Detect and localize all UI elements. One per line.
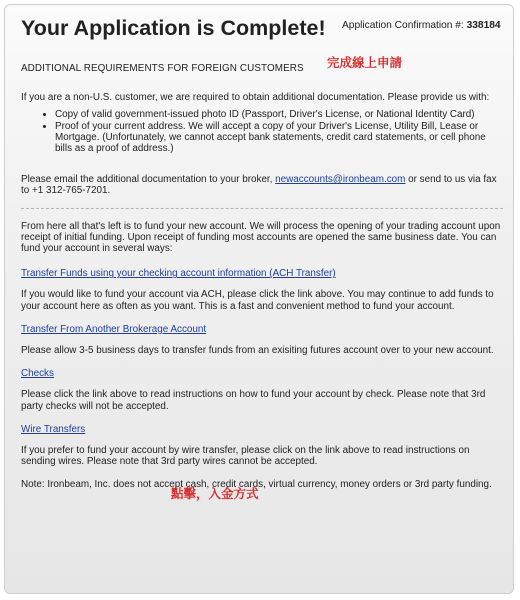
foreign-requirements-heading: ADDITIONAL REQUIREMENTS FOR FOREIGN CUSTOMERS — [21, 63, 304, 74]
list-item: • Copy of valid government-issued photo ID (Passport, Driver's License, or National Identity Card) — [55, 109, 503, 120]
brokerage-transfer-link[interactable]: Transfer From Another Brokerage Account — [21, 323, 207, 335]
confirmation-number — [342, 20, 501, 31]
page-title: Your Application is Complete! — [21, 16, 326, 40]
wire-description: If you prefer to fund your account by wire transfer, please click on the link above to read instructions on sending wires. Please note that 3rd party wires cannot be accepted. — [21, 445, 470, 468]
funding-note: Note: Ironbeam, Inc. does not accept cash, credit cards, virtual currency, money orders or 3rd party funding. — [21, 479, 492, 491]
email-suffix: or send to us via fax to +1 312-765-7201. — [21, 174, 497, 197]
section-divider — [21, 208, 503, 209]
checks-link[interactable]: Checks — [21, 368, 54, 380]
ach-description: If you would like to fund your account via ACH, please click the link above. You may continue to add funds to your account here as often as you want. This is a fast and convenient method to fund your account. — [21, 289, 494, 312]
ach-transfer-link[interactable]: Transfer Funds using your checking account information (ACH Transfer) — [21, 268, 336, 280]
email-prefix: Please email the additional documentation to your broker, — [21, 174, 273, 186]
email-instructions — [21, 174, 503, 196]
funding-intro: From here all that's left is to fund your new account. We will process the opening of your trading account upon receipt of initial funding. Upon receipt of funding most accounts are opened the same business date. You can fund your account in several ways: — [21, 220, 501, 255]
checks-description: Please click the link above to read instructions on how to fund your account by check. Please note that 3rd party checks will not be accepted. — [21, 389, 486, 412]
application-complete-panel — [4, 4, 514, 594]
annotation-complete-online: 完成線上申請 — [327, 56, 403, 70]
email-link[interactable]: newaccounts@ironbeam.com — [275, 174, 406, 186]
annotation-funding-method: 點擊，入金方式 — [171, 487, 259, 501]
list-item: • Proof of your current address. We will accept a copy of your Driver's License, Utility Bill, Lease or Mortgage. (Unfortunately, we cannot accept bank statements, credit card statements, or cell phone bills as a proof of address.) — [55, 121, 503, 155]
requirements-list — [21, 109, 503, 154]
confirmation-label: Application Confirmation #: — [342, 20, 464, 31]
foreign-intro: If you are a non-U.S. customer, we are required to obtain additional documentation. Please provide us with: — [21, 92, 490, 104]
main-content — [21, 63, 503, 491]
brokerage-description: Please allow 3-5 business days to transfer funds from an exisiting futures account over to your new account. — [21, 345, 494, 357]
confirmation-value: 338184 — [466, 20, 501, 31]
wire-transfers-link[interactable]: Wire Transfers — [21, 423, 86, 435]
